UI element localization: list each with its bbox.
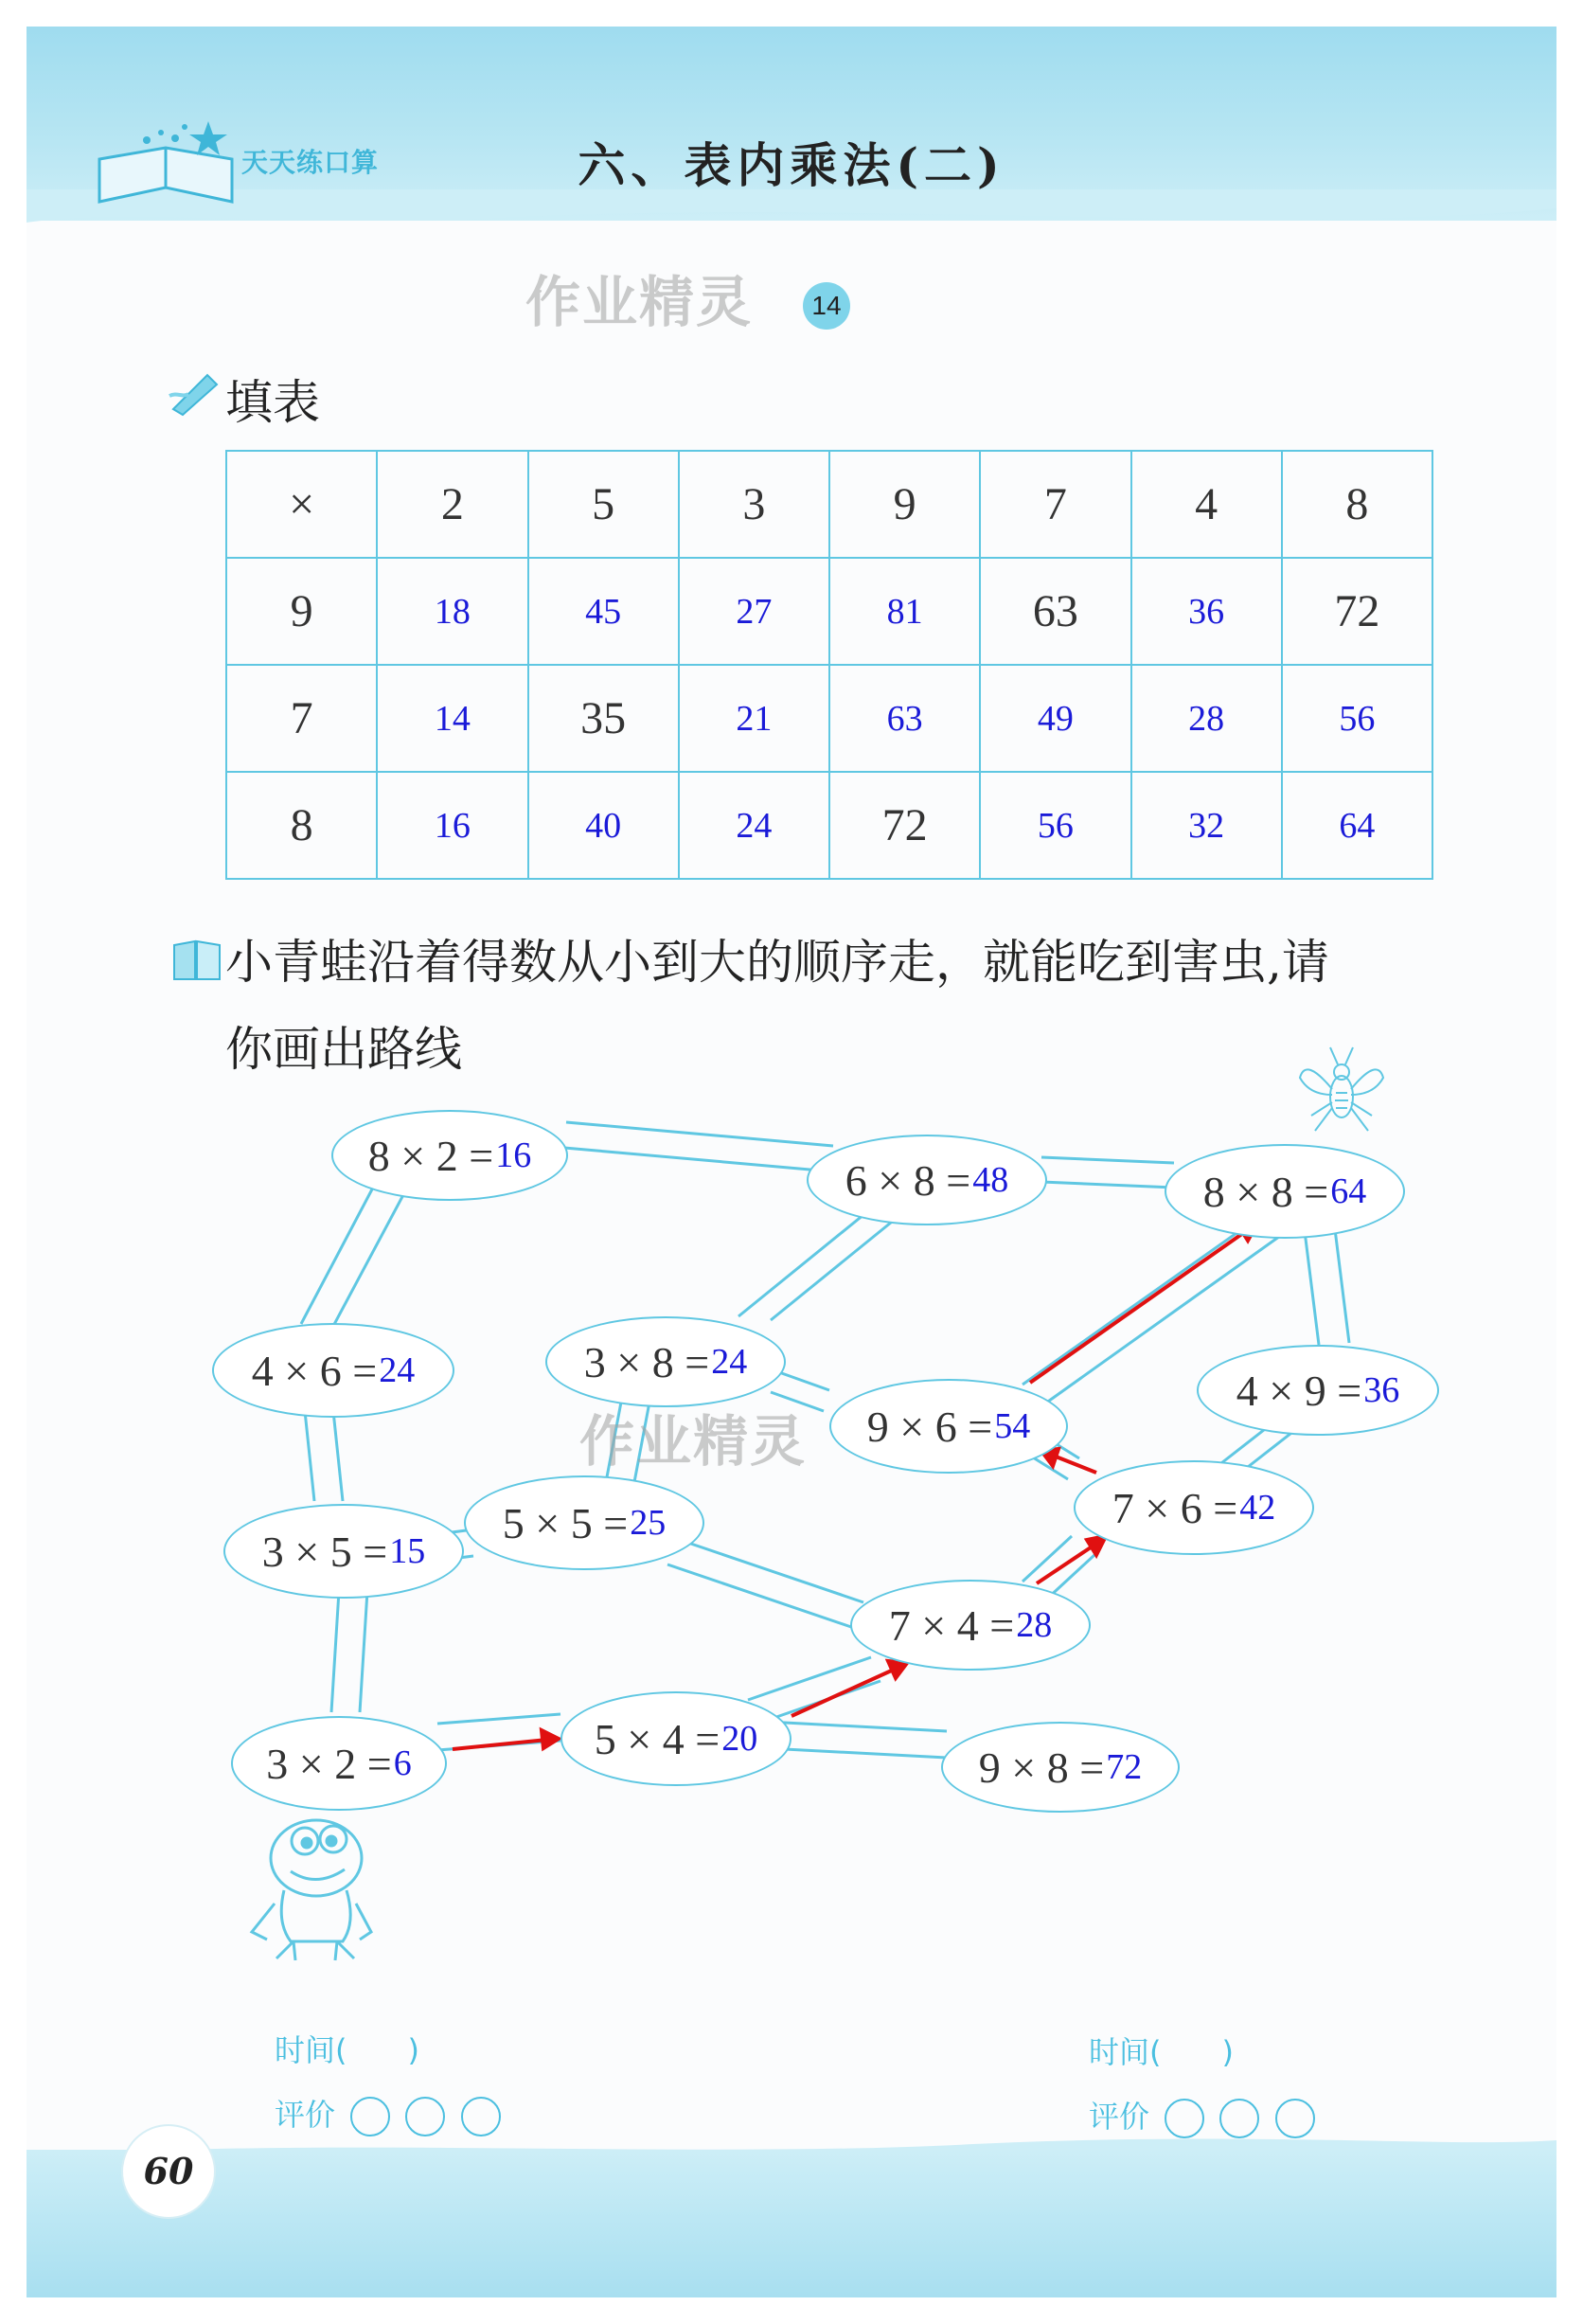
node-answer: 24 — [379, 1350, 416, 1390]
sad-face-icon[interactable] — [1275, 2099, 1315, 2138]
row-label: 7 — [226, 665, 377, 772]
brand-name: 天天练口算 — [241, 147, 380, 178]
sad-face-icon[interactable] — [461, 2097, 501, 2136]
expression-node[interactable] — [212, 1323, 454, 1418]
node-answer: 16 — [495, 1135, 532, 1175]
fly-icon — [1292, 1040, 1387, 1144]
instruction-line-1: 小青蛙沿着得数从小到大的顺序走，就能吃到害虫,请 — [225, 935, 1329, 990]
answer-cell[interactable]: 63 — [829, 665, 980, 772]
expression-text: 7 × 4 = — [888, 1600, 1015, 1650]
expression-text: 8 × 8 = — [1202, 1167, 1329, 1216]
rating-label: 评价 — [1089, 2099, 1150, 2135]
time-label-left: 时间( ) — [275, 2032, 419, 2068]
table-cell: 3 — [679, 451, 829, 558]
exercise-number-badge: 14 — [803, 282, 850, 330]
page-title: 六、表内乘法(二) — [578, 137, 1005, 193]
node-answer: 28 — [1016, 1605, 1053, 1645]
answer-cell[interactable]: 24 — [679, 772, 829, 879]
page-number: 60 — [121, 2124, 216, 2219]
expression-text: 9 × 8 = — [978, 1743, 1105, 1792]
neutral-face-icon[interactable] — [405, 2097, 445, 2136]
expression-node[interactable] — [231, 1716, 447, 1811]
expression-node[interactable] — [1074, 1460, 1314, 1555]
smile-face-icon[interactable] — [1165, 2099, 1204, 2138]
answer-cell[interactable]: 45 — [528, 558, 679, 665]
expression-text: 3 × 2 = — [266, 1739, 392, 1788]
row-label: 9 — [226, 558, 377, 665]
expression-text: 6 × 8 = — [845, 1155, 971, 1205]
node-answer: 48 — [972, 1160, 1009, 1200]
node-answer: 25 — [630, 1503, 667, 1543]
node-answer: 6 — [393, 1743, 412, 1783]
time-label-right: 时间( ) — [1089, 2034, 1234, 2070]
answer-cell[interactable]: 16 — [377, 772, 527, 879]
answer-cell[interactable]: 72 — [1282, 558, 1432, 665]
table-cell: 4 — [1131, 451, 1282, 558]
answer-cell[interactable]: 14 — [377, 665, 527, 772]
expression-node[interactable] — [560, 1691, 792, 1786]
expression-text: 3 × 5 = — [261, 1527, 388, 1576]
table-cell: 2 — [377, 451, 527, 558]
answer-cell[interactable]: 36 — [1131, 558, 1282, 665]
node-answer: 36 — [1363, 1370, 1400, 1410]
watermark-middle: 作业精灵 — [579, 1409, 808, 1474]
expression-node[interactable] — [464, 1475, 704, 1570]
node-answer: 42 — [1239, 1488, 1276, 1528]
table-cell: 7 — [980, 451, 1130, 558]
frog-icon — [239, 1809, 381, 1965]
node-answer: 54 — [994, 1406, 1031, 1446]
expression-text: 7 × 6 = — [1112, 1483, 1238, 1532]
answer-cell[interactable]: 56 — [980, 772, 1130, 879]
expression-text: 3 × 8 = — [583, 1337, 710, 1386]
node-answer: 24 — [711, 1342, 748, 1382]
expression-text: 9 × 6 = — [866, 1402, 993, 1451]
section-fill-table-title: 填表 — [225, 375, 320, 430]
node-answer: 15 — [389, 1531, 426, 1571]
answer-cell[interactable]: 63 — [980, 558, 1130, 665]
table-cell: 8 — [1282, 451, 1432, 558]
expression-text: 5 × 4 = — [594, 1714, 720, 1763]
footer-band — [27, 2150, 1556, 2297]
rating-label: 评价 — [275, 2097, 336, 2133]
answer-cell[interactable]: 32 — [1131, 772, 1282, 879]
expression-node[interactable] — [829, 1379, 1068, 1474]
answer-cell[interactable]: 27 — [679, 558, 829, 665]
rating-right — [1089, 2093, 1315, 2138]
node-answer: 64 — [1330, 1171, 1367, 1211]
expression-text: 4 × 9 = — [1236, 1366, 1362, 1415]
expression-node[interactable] — [331, 1110, 568, 1201]
answer-cell[interactable]: 35 — [528, 665, 679, 772]
answer-cell[interactable]: 49 — [980, 665, 1130, 772]
neutral-face-icon[interactable] — [1219, 2099, 1259, 2138]
expression-node[interactable] — [545, 1316, 786, 1407]
table-cell: 9 — [829, 451, 980, 558]
expression-node[interactable] — [807, 1135, 1047, 1225]
answer-cell[interactable]: 81 — [829, 558, 980, 665]
expression-node[interactable] — [941, 1722, 1180, 1813]
expression-text: 5 × 5 = — [502, 1498, 629, 1547]
expression-text: 8 × 2 = — [367, 1131, 494, 1180]
smile-face-icon[interactable] — [350, 2097, 390, 2136]
expression-node[interactable] — [1165, 1144, 1405, 1239]
expression-node[interactable] — [850, 1580, 1091, 1671]
answer-cell[interactable]: 40 — [528, 772, 679, 879]
answer-cell[interactable]: 56 — [1282, 665, 1432, 772]
node-answer: 20 — [721, 1719, 758, 1759]
answer-cell[interactable]: 72 — [829, 772, 980, 879]
expression-node[interactable] — [1197, 1345, 1439, 1436]
rating-left — [275, 2091, 501, 2136]
expression-text: 4 × 6 = — [251, 1346, 378, 1395]
answer-cell[interactable]: 28 — [1131, 665, 1282, 772]
node-answer: 72 — [1106, 1747, 1143, 1787]
table-cell: 5 — [528, 451, 679, 558]
watermark-top: 作业精灵 — [525, 270, 754, 334]
row-label: 8 — [226, 772, 377, 879]
expression-node[interactable] — [223, 1504, 464, 1599]
instruction-line-2: 你画出路线 — [225, 1022, 462, 1077]
table-cell: × — [226, 451, 377, 558]
answer-cell[interactable]: 64 — [1282, 772, 1432, 879]
answer-cell[interactable]: 21 — [679, 665, 829, 772]
answer-cell[interactable]: 18 — [377, 558, 527, 665]
